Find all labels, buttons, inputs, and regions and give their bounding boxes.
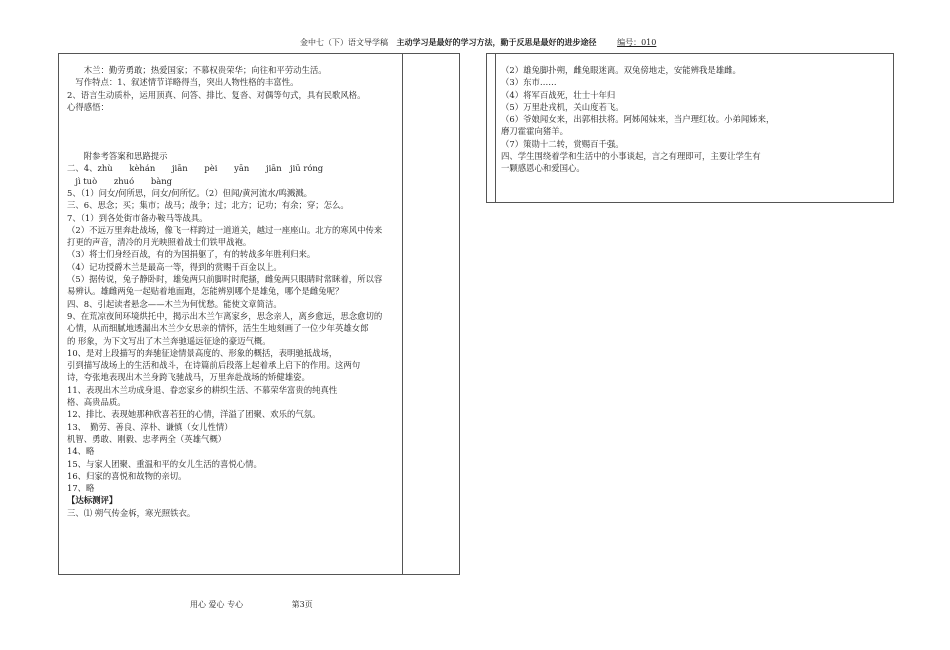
text-line: 三、6、思念；买；集市；战马；战争；过；北方；记功；有余；穿；怎么。 <box>67 200 349 211</box>
text-line <box>67 125 382 137</box>
text-line: 诗，夸张地表现出木兰身跨飞驰战马，万里奔赴战场的矫健雄姿。 <box>67 372 310 383</box>
text-line: 【达标测评】 <box>67 495 118 506</box>
text-line: （7）策勋十二转，赏赐百千强。 <box>501 138 624 149</box>
text-line: 13、 勤劳、善良、淳朴、谦慎（女儿性情） <box>67 421 233 432</box>
text-line: 9、在荒凉夜间环境烘托中，揭示出木兰乍离家乡，思念亲人，离乡愈远，思念愈切的 <box>67 310 383 321</box>
footer-motto: 用心 爱心 专心 <box>190 600 244 609</box>
text-line: 15、与家人团聚、重温和平的女儿生活的喜悦心情。 <box>67 458 262 469</box>
column-divider <box>495 54 496 202</box>
text-line: （3）东市…… <box>501 77 557 88</box>
text-line <box>67 138 382 150</box>
text-line: 的 形象，为下文写出了木兰奔驰遥远征途的豪迈气概。 <box>67 335 271 346</box>
text-line: （5）据传说，兔子静卧时，雄兔两只前脚时时爬搔，雌兔两只眼睛时常眯着，所以容 <box>67 274 383 285</box>
left-content-panel <box>58 53 460 575</box>
text-line: （4）记功授爵木兰是最高一等，得到的赏赐千百金以上。 <box>67 261 282 272</box>
text-line: （4）将军百战死，壮士十年归 <box>501 89 616 100</box>
text-line: 四、8、引起读者悬念——木兰为何忧愁。能使文章简洁。 <box>67 298 282 309</box>
text-line: 心情，从而细腻地透漏出木兰少女思亲的情怀，活生生地刻画了一位少年英雄女郎 <box>67 323 369 334</box>
header-number: 编号：010 <box>617 38 657 47</box>
text-line: 易辨认。雄雌两兔一起贴着地面跑，怎能辨别哪个是雄兔，哪个是雌兔呢？ <box>67 286 344 297</box>
page-number: 第3页 <box>291 600 313 609</box>
text-line: 三、⑴ 朔气传金柝，寒光照铁衣。 <box>67 507 196 518</box>
text-line: 2、语言生动质朴，运用顶真、问答、排比、复沓、对偶等句式，具有民歌风格。 <box>67 89 366 100</box>
text-line: 16、归家的喜悦和故物的亲切。 <box>67 470 187 481</box>
text-line: 打更的声音，清冷的月光映照着战士们铁甲战袍。 <box>67 237 252 248</box>
text-line: jì tuò zhuó bàng <box>67 175 172 186</box>
text-line: 12、排比、表现她那种欣喜若狂的心情，洋溢了团聚、欢乐的气氛。 <box>67 409 321 420</box>
text-line: 5、（1）问女/何所思，问女/何所忆。（2）但闻/黄河流水/鸣溅溅。 <box>67 187 313 198</box>
text-line: 写作特点：1、叙述情节详略得当，突出人物性格的丰富性。 <box>67 77 299 88</box>
right-text-column <box>501 64 774 175</box>
text-line: （3）将士们身经百战，有的为国捐躯了，有的转战多年胜利归来。 <box>67 249 316 260</box>
text-line: 二、4、zhù kèhán jiān pèi yān jiān jiū róng <box>67 163 324 174</box>
header-title: 金中七（下）语文导学稿 <box>300 38 388 47</box>
text-line: 14、略 <box>67 446 95 457</box>
page-footer <box>190 599 313 610</box>
column-divider <box>402 54 403 574</box>
text-line: 引到描写战场上的生活和战斗，在诗篇前后段落上起着承上启下的作用。这两句 <box>67 360 361 371</box>
text-line: 木兰：勤劳勇敢；热爱国家；不慕权贵荣华；向往和平劳动生活。 <box>67 65 327 75</box>
text-line: 格、高贵品质。 <box>67 397 126 408</box>
text-line: 机智、勇敢、刚毅、忠孝两全（英雄气概） <box>67 433 227 444</box>
text-line: 17、略 <box>67 483 95 494</box>
right-content-panel <box>486 53 894 203</box>
text-line: （2）不远万里奔赴战场，像飞一样跨过一道道关，越过一座座山。北方的寒风中传来 <box>67 224 383 235</box>
text-line: 磨刀霍霍向猪羊。 <box>501 126 568 137</box>
text-line: 7、（1）到各处街市备办鞍马等战具。 <box>67 212 208 223</box>
text-line: 10、是对上段描写的奔驰征途情景高度的、形象的概括，表明驰抵战场， <box>67 347 338 358</box>
text-line: （2）雄兔脚扑朔，雌兔眼迷离。双兔傍地走，安能辨我是雄雌。 <box>501 65 741 75</box>
text-line <box>67 113 382 125</box>
text-line: 11、表现出木兰功成身退、眷恋家乡的耕织生活、不慕荣华富贵的纯真性 <box>67 384 338 395</box>
text-line: 一颗感恩心和爱国心。 <box>501 163 585 174</box>
text-line: 四、学生围绕着学和生活中的小事谈起，言之有理即可，主要让学生有 <box>501 151 761 162</box>
left-text-column <box>67 64 382 519</box>
page-header <box>300 37 656 48</box>
header-motto: 主动学习是最好的学习方法，勤于反思是最好的进步途径 <box>396 37 597 47</box>
text-line: 心得感悟： <box>67 101 109 112</box>
text-line: 附参考答案和思路提示 <box>67 151 168 162</box>
text-line: （6）爷娘闻女来，出郭相扶将。阿姊闻妹来，当户理红妆。小弟闻姊来， <box>501 114 775 125</box>
text-line: （5）万里赴戎机，关山度若飞。 <box>501 101 624 112</box>
